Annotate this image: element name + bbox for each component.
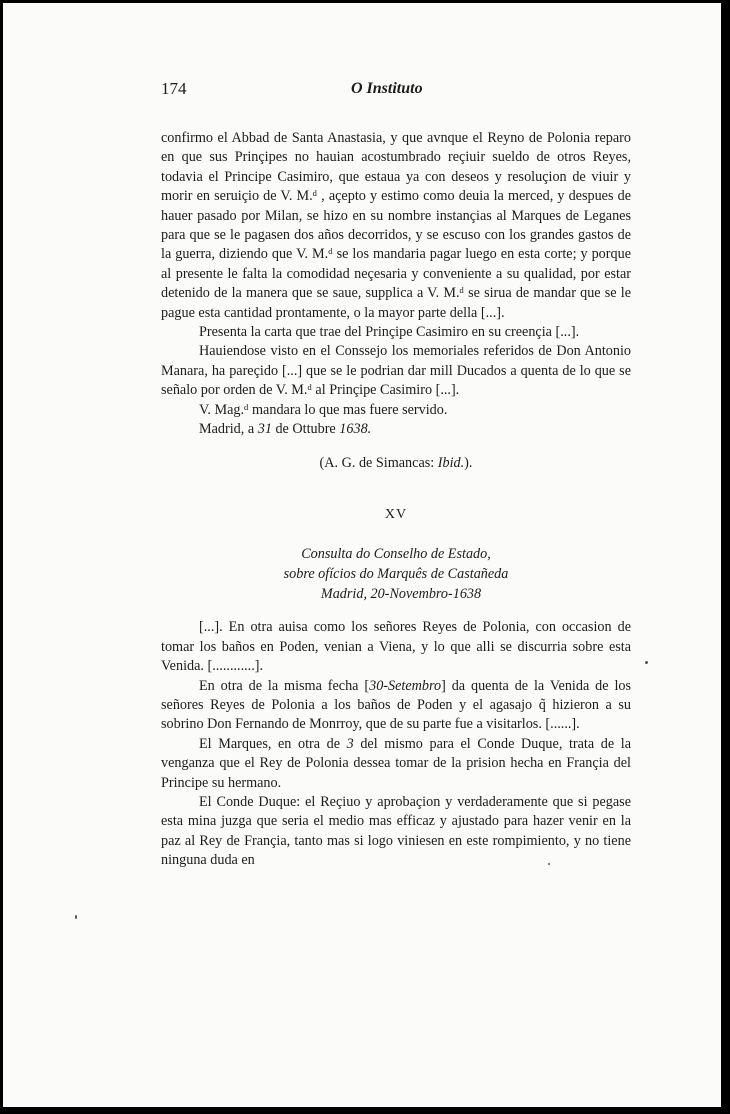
s2-pre: En otra de la misma fecha [	[199, 677, 370, 694]
s3-pre: El Marques, en otra de	[199, 735, 347, 752]
s2-date: 30-Setembro	[369, 677, 442, 694]
print-speck	[548, 863, 550, 865]
s3-day: 3	[346, 735, 354, 752]
date-line-pre: Madrid, a	[199, 421, 258, 438]
section-heading	[161, 544, 631, 604]
date-line-day: 31	[257, 421, 272, 438]
document-page	[3, 3, 721, 1107]
section-paragraph-3	[161, 735, 631, 793]
page-number: 174	[161, 79, 187, 98]
paragraph-1: confirmo el Abbad de Santa Anastasia, y que avnque el Reyno de Polonia reparo en que sus Prinçipes no hauian acostumbrado reçiuir sueldo de otros Reyes, todavia el Principe Casimiro, que estaua ya con deseos y resoluçion de viuir y morir en seruiçio de V. M.ᵈ , açepto y estimo como deuia la merced, y despues de hauer pasado por Milan, se hizo en su nombre instançias al Marques de Leganes para que se le pagasen dos años decorridos, y se escuso con los grandes gastos de la guerra, diziendo que V. M.ᵈ se los mandaria pagar luego en esta corte; y porque al presente le falta la comodidad neçesaria y conveniente a su qualidad, por estar detenido de la manera que se saue, supplica a V. M.ᵈ se sirua de mandar que se le pague esta cantidad prontamente, o la mayor parte della [...].	[161, 130, 631, 321]
section-number: XV	[384, 506, 408, 522]
date-line	[161, 420, 631, 439]
s2-post: ] da quenta de la Venida de los señores Reyes de Polonia a los baños de Poden y el agasajo q̃ hizieron a su sobrino Don Fernando de Monrroy, que de su parte fue a visitarlos. [......].	[161, 677, 631, 733]
section-paragraph-1: [...]. En otra auisa como los señores Reyes de Polonia, con occasion de tomar los baños en Poden, venian a Viena, y lo que alli se discurria sobre esta Venida. [............].	[161, 619, 631, 675]
print-speck	[75, 915, 77, 919]
running-title: O Instituto	[351, 80, 423, 97]
date-line-mid: de Ottubre	[271, 421, 340, 438]
section-paragraph-4: El Conde Duque: el Reçiuo y aprobaçion y verdaderamente que si pegase esta mina juzga que seria el medio mas efficaz y ajustado para hazer venir en la paz al Rey de Françia, tanto mas si logo viniesen en este rompimiento, y no tiene ninguna duda en	[161, 793, 631, 869]
heading-line-1: Consulta do Conselho de Estado,	[301, 546, 491, 563]
source-citation	[161, 454, 631, 473]
section-paragraph-2	[161, 677, 631, 735]
paragraph-2: Presenta la carta que trae del Prinçipe Casimiro en su creençia [...].	[199, 324, 580, 341]
source-ibid: Ibid.	[437, 454, 465, 471]
paragraph-4: V. Mag.ᵈ mandara lo que mas fuere servido.	[199, 401, 448, 418]
heading-line-3: Madrid, 20-Novembro-1638	[320, 586, 482, 603]
paragraph-3: Hauiendose visto en el Conssejo los memoriales referidos de Don Antonio Manara, ha pareçido [...] que se le podrian dar mill Ducados a quenta de lo que se señalo por orden de V. M.ᵈ al Prinçipe Casimiro [...].	[161, 343, 631, 399]
heading-line-2: sobre ofícios do Marquês de Castañeda	[283, 566, 509, 583]
source-post: ).	[464, 454, 473, 471]
source-pre: (A. G. de Simancas:	[319, 454, 438, 471]
body-text	[161, 129, 631, 871]
date-line-year: 1638.	[339, 421, 372, 438]
running-head	[161, 79, 631, 103]
print-speck	[645, 661, 648, 664]
s3-post: del mismo para el Conde Duque, trata de la venganza que el Rey de Polonia dessea tomar de la prision hecha en Françia del Principe su hermano.	[161, 735, 631, 791]
